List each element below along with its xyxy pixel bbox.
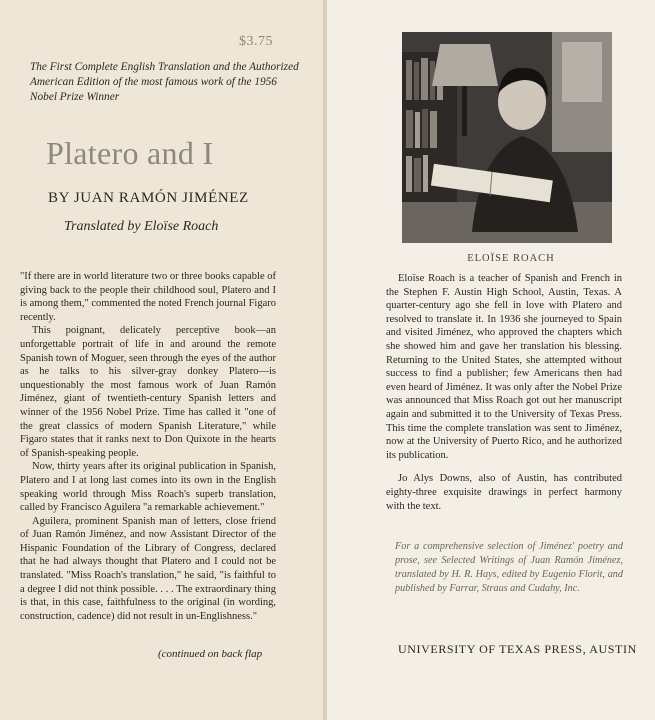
front-paragraph: "If there are in world literature two or three books capable of giving back to the people their childhood soul, Platero and I is among them," commented the noted French journal Figaro recently. xyxy=(20,271,276,323)
photo-caption: ELOÏSE ROACH xyxy=(467,253,555,264)
book-title: Platero and I xyxy=(46,135,214,171)
back-paragraph: Jo Alys Downs, also of Austin, has contributed eighty-three exquisite drawings in perfect harmony with the text. xyxy=(386,473,622,512)
translator-credit: Translated by Eloïse Roach xyxy=(64,219,219,234)
back-flap-body xyxy=(386,272,622,523)
portrait-image xyxy=(402,32,612,243)
author-byline: BY JUAN RAMÓN JIMÉNEZ xyxy=(48,190,249,206)
continued-note: (continued on back flap xyxy=(158,648,263,660)
front-paragraph: This poignant, delicately perceptive book—an unforgettable portrait of life in and around the remote Spanish town of Moguer, seen through the eyes of the author as he talks to his silver-gray donkey Platero—is unquestionably the most famous work of Juan Ramón Jiménez, giant of twentieth-century Spanish letters and winner of the 1956 Nobel Prize. Time has called it "one of the great classics of modern Spanish Literature," while Figaro states that it ranks next to Don Quixote in the hearts of Spanish-speaking people. xyxy=(20,325,276,459)
selected-writings-note: For a comprehensive selection of Jiménez' poetry and prose, see Selected Writings of Juan Ramón Jiménez, translated by H. R. Hays, edited by Eugenio Florit, and published by Farrar, Straus and Cudahy, Inc. xyxy=(395,541,623,594)
publisher-imprint: UNIVERSITY OF TEXAS PRESS, AUSTIN xyxy=(398,642,637,656)
front-paragraph: Now, thirty years after its original publication in Spanish, Platero and I at long last comes into its own in the English speaking world through Miss Roach's superb translation, called by Francisco Aguilera "a remarkable achievement." xyxy=(20,461,276,514)
front-flap-body xyxy=(20,270,276,623)
front-paragraph: Aguilera, prominent Spanish man of letters, close friend of Juan Ramón Jiménez, and now Assistant Director of the Hispanic Foundation of the Library of Congress, declared that he had always thought that Platero and I could not be translated. "Miss Roach's translation," he said, "is faithful to a degree I did not think possible. . . . The extraordinary thing is that, in this case, faithfulness to the original (in wording, construction, cadence) did not result in un-Englishness." xyxy=(20,515,276,622)
back-paragraph: Eloïse Roach is a teacher of Spanish and French in the Stephen F. Austin High School, Austin, Texas. A quarter-century ago she fell in love with Platero and resolved to translate it. In 1936 she journeyed to Spain and visited Jiménez, who approved the chapters which she showed him and gave her translation his blessing. Returning to the United States, she attempted without success to find a publisher; few Americans then had even heard of Jiménez. It was only after the Nobel Prize was announced that Miss Roach got out her manuscript again and submitted it to the University of Texas Press. This time the complete translation was sent to Jiménez, now at the University of Puerto Rico, and he authorized its publication. xyxy=(386,273,622,461)
translator-photo xyxy=(402,32,612,243)
front-flap xyxy=(0,0,323,720)
price: $3.75 xyxy=(239,34,273,49)
edition-intro: The First Complete English Translation and the Authorized American Edition of the most famous work of the 1956 Nobel Prize Winner xyxy=(30,61,299,103)
